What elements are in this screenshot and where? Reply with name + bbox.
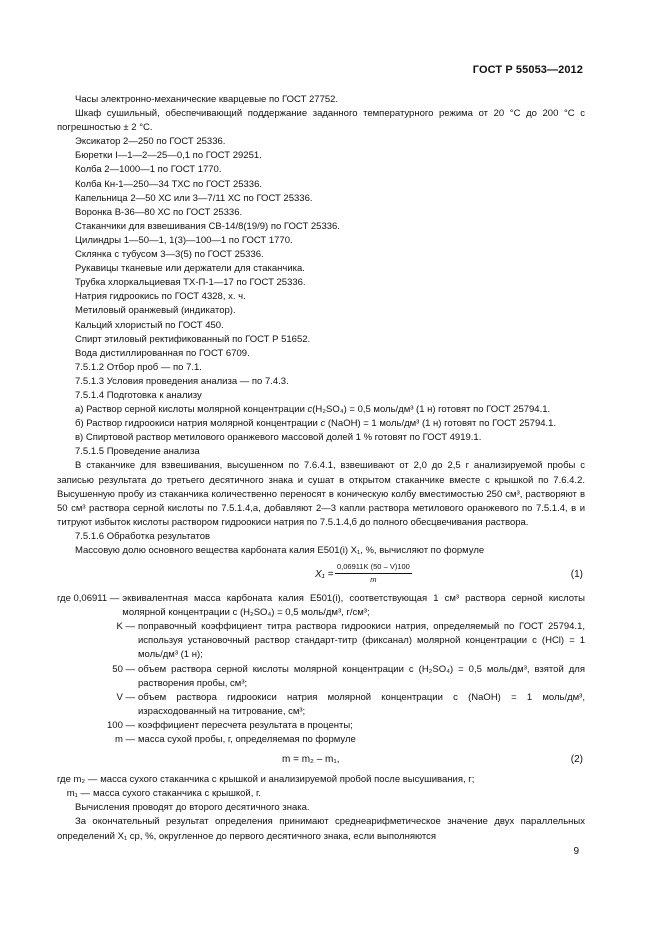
equipment-item: Цилиндры 1—50—1, 1(3)—100—1 по ГОСТ 1770. [75,234,293,246]
definition-row [57,620,585,662]
section-7-5-1-3: 7.5.1.3 Условия проведения анализа — по 7.4.3. [75,375,289,387]
formula-1-numerator: 0,06911K (50 – V)100 [335,561,412,574]
formula-1 [57,560,585,590]
prep-a-post: = 0,5 моль/дм³ (1 н) готовят по ГОСТ 25794.1. [346,404,551,416]
section-7-5-1-6: 7.5.1.6 Обработка результатов [75,530,211,542]
document-header: ГОСТ Р 55053—2012 [472,64,583,76]
equipment-item: Трубка хлоркальциевая ТХ-П-1—17 по ГОСТ 25336. [75,277,306,289]
equipment-item: Эксикатор 2—250 по ГОСТ 25336. [75,136,226,148]
definition-term: где m₂ — [57,774,98,786]
definition-term: m — [114,734,135,746]
equipment-item: Бюретки I—1—2—25—0,1 по ГОСТ 29251. [75,150,262,162]
prep-a-c: c [307,404,313,416]
procedure-paragraph: В стаканчике для взвешивания, высушенном по 7.6.4.1, взвешивают от 2,0 до 2,5 г анализируемой пробы с записью результата до третьего десятичного знака и сушат в открытом стаканчике вместе с крышкой по 7.6.4.2. Высушенную пробу из стаканчика количественно переносят в коническую колбу вместимостью 250 см³, растворяют в 50 см³ раствора серной кислоты по 7.5.1.4,а, добавляют 2—3 капли раствора метилового оранжевого по 7.5.1.4, в и титруют избыток кислоты раствором гидроокиси натрия по 7.5.1.4,б до полного обесцвечивания раствора. [57,460,585,528]
equipment-item: Склянка с тубусом 3—3(5) по ГОСТ 25336. [75,249,264,261]
equipment-item: Метиловый оранжевый (индикатор). [75,305,236,317]
prep-item-v: в) Спиртовой раствор метилового оранжевого массовой долей 1 % готовят по ГОСТ 4919.1. [75,432,482,444]
definition-text: поправочный коэффициент титра раствора гидроокиси натрия, определяемый по ГОСТ 25794.1, используя установочный раствор стандарт-титр (фиксанал) молярной концентрации c (HCl) = 1 моль/дм³ (1 н); [138,621,585,661]
definition-text: объем раствора гидроокиси натрия молярной концентрации c (NaOH) = 1 моль/дм³, израсходованный на титрование, см³; [138,691,585,717]
definition-row [57,592,585,620]
equipment-item: Натрия гидроокись по ГОСТ 4328, х. ч. [75,291,246,303]
prep-b-text: б) Раствор гидроокиси натрия молярной концентрации [75,418,321,430]
section-7-5-1-5: 7.5.1.5 Проведение анализа [75,446,200,458]
calculation-note: Вычисления проводят до второго десятичного знака. [75,802,310,814]
section-7-5-1-2: 7.5.1.2 Отбор проб — по 7.1. [75,361,202,373]
definition-text: эквивалентная масса карбоната калия Е501(i), соответствующая 1 см³ раствора серной кислоты молярной концентрации c (H₂SO₄) = 0,5 моль/дм³, г/см³; [122,593,585,619]
definition-term: где 0,06911 — [57,593,120,605]
equipment-item: Колба 2—1000—1 по ГОСТ 1770. [75,164,222,176]
definition-term: m₁ — [66,788,90,800]
definition-text: масса сухой пробы, г, определяемая по формуле [138,734,356,746]
prep-a-text: а) Раствор серной кислоты молярной концентрации [75,404,308,416]
equipment-item: Капельница 2—50 ХС или 3—7/11 ХС по ГОСТ 25336. [75,192,313,204]
equipment-item: Рукавицы тканевые или держатели для стаканчика. [75,263,305,275]
definition-text: коэффициент пересчета результата в проценты; [138,719,353,731]
prep-b-post: (NaOH) = 1 моль/дм³ (1 н) готовят по ГОСТ 25794.1. [325,418,557,430]
definition-term: V — [116,691,135,703]
formula-1-fraction [335,561,412,586]
page-number: 9 [573,846,579,857]
document-body [57,93,585,844]
definition-row [57,787,585,801]
definition-row [57,733,585,747]
definition-row [57,691,585,719]
formula-2-expression: m = m₂ – m₁, [282,754,340,766]
definition-row [57,719,585,733]
formula-2-number: (2) [570,754,583,766]
definition-row [57,663,585,691]
prep-item-b [57,417,585,431]
formula-1-lhs: X₁ = [315,569,334,581]
equipment-item: Воронка В-36—80 ХС по ГОСТ 25336. [75,206,243,218]
formula-1-denominator: m [370,575,377,585]
definition-text: масса сухого стаканчика с крышкой, г. [93,788,261,800]
definition-text: объем раствора серной кислоты молярной концентрации c (H₂SO₄) = 0,5 моль/дм³, взятой для растворения пробы, см³; [138,663,585,689]
equipment-item: Спирт этиловый ректификованный по ГОСТ Р 51652. [75,333,311,345]
prep-b-c: c [320,418,326,430]
equipment-item: Стаканчики для взвешивания СВ-14/8(19/9) по ГОСТ 25336. [75,220,340,232]
final-result-paragraph: За окончательный результат определения принимают среднеарифметическое значение двух параллельных определений X₁ ср, %, округленное до первого десятичного знака, если выполняются [57,816,585,842]
equipment-item: Шкаф сушильный, обеспечивающий поддержание заданного температурного режима от 20 °С до 200 °С с погрешностью ± 2 °С. [57,108,585,134]
definition-row [57,773,585,787]
equipment-item: Вода дистиллированная по ГОСТ 6709. [75,347,250,359]
equipment-item: Колба Кн-1—250—34 ТХС по ГОСТ 25336. [75,178,263,190]
formula-1-definitions [57,592,585,747]
definition-text: масса сухого стаканчика с крышкой и анализируемой пробой после высушивания, г; [100,774,475,786]
section-7-5-1-4: 7.5.1.4 Подготовка к анализу [75,389,202,401]
equipment-item: Кальций хлористый по ГОСТ 450. [75,319,224,331]
equipment-list [57,93,585,361]
formula-1-intro: Массовую долю основного вещества карбоната калия Е501(i) X₁, %, вычисляют по формуле [75,545,485,556]
prep-item-a [57,403,585,417]
formula-2-definitions [57,773,585,801]
formula-2 [57,749,585,771]
definition-term: 50 — [112,663,135,675]
definition-term: K — [116,621,135,633]
definition-term: 100 — [107,719,135,731]
prep-a-chem: (H₂SO₄) [312,404,347,416]
equipment-item: Часы электронно-механические кварцевые по ГОСТ 27752. [75,94,339,105]
formula-1-number: (1) [570,569,583,581]
